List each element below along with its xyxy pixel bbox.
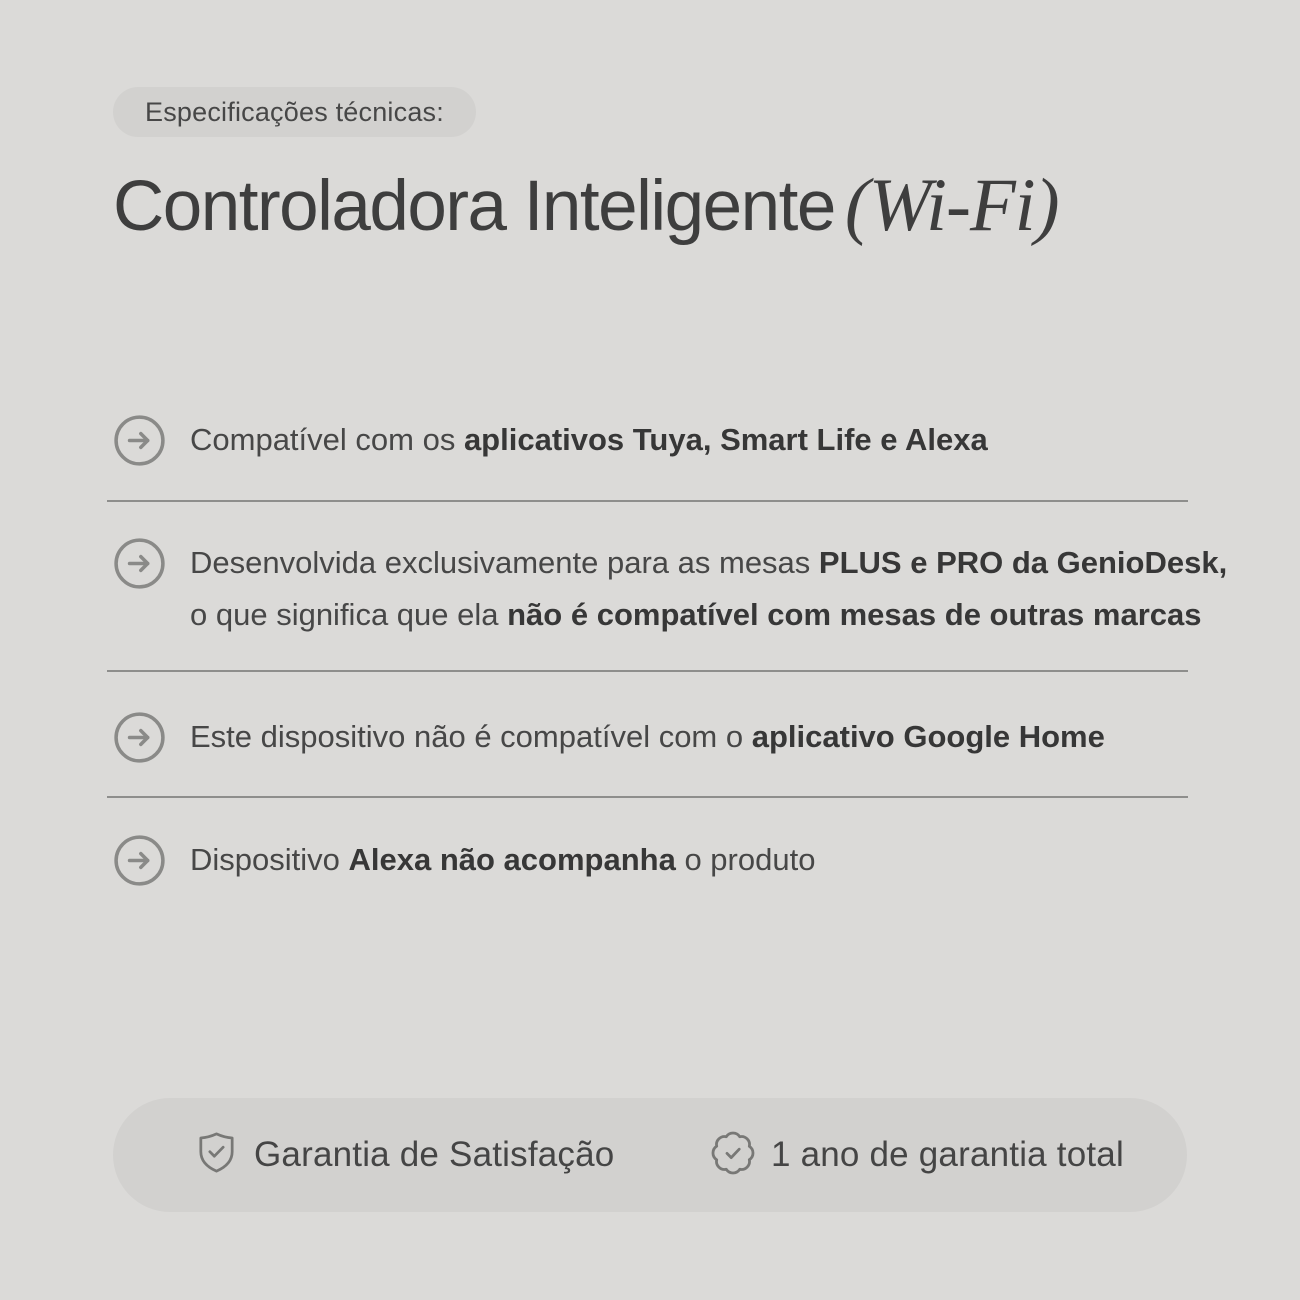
guarantee-item-warranty	[709, 1098, 1124, 1212]
divider	[107, 500, 1188, 502]
arrow-right-circle-icon	[113, 414, 166, 467]
divider	[107, 670, 1188, 672]
feature-text: Compatível com os aplicativos Tuya, Smart Life e Alexa	[190, 422, 988, 457]
title-main: Controladora Inteligente	[113, 167, 835, 246]
feature-row	[113, 414, 1188, 467]
feature-row	[113, 537, 1228, 641]
guarantee-label: 1 ano de garantia total	[771, 1135, 1124, 1174]
section-badge-label: Especificações técnicas:	[145, 96, 444, 127]
feature-text: Este dispositivo não é compatível com o aplicativo Google Home	[190, 719, 1105, 754]
guarantee-label: Garantia de Satisfação	[254, 1135, 615, 1174]
divider	[107, 796, 1188, 798]
feature-text: Dispositivo Alexa não acompanha o produto	[190, 842, 816, 877]
title-suffix: (Wi-Fi)	[844, 164, 1059, 247]
arrow-right-circle-icon	[113, 711, 166, 764]
page-title	[113, 163, 1059, 249]
shield-check-icon	[193, 1129, 240, 1181]
arrow-right-circle-icon	[113, 537, 166, 590]
feature-row	[113, 834, 1188, 887]
section-badge	[113, 87, 476, 137]
guarantee-bar	[113, 1098, 1187, 1212]
feature-row	[113, 711, 1188, 764]
badge-check-icon	[709, 1129, 757, 1182]
guarantee-item-satisfaction	[193, 1098, 614, 1212]
feature-text: Desenvolvida exclusivamente para as mesas PLUS e PRO da GenioDesk, o que significa que ela não é compatível com mesas de outras marcas	[190, 545, 1228, 632]
arrow-right-circle-icon	[113, 834, 166, 887]
